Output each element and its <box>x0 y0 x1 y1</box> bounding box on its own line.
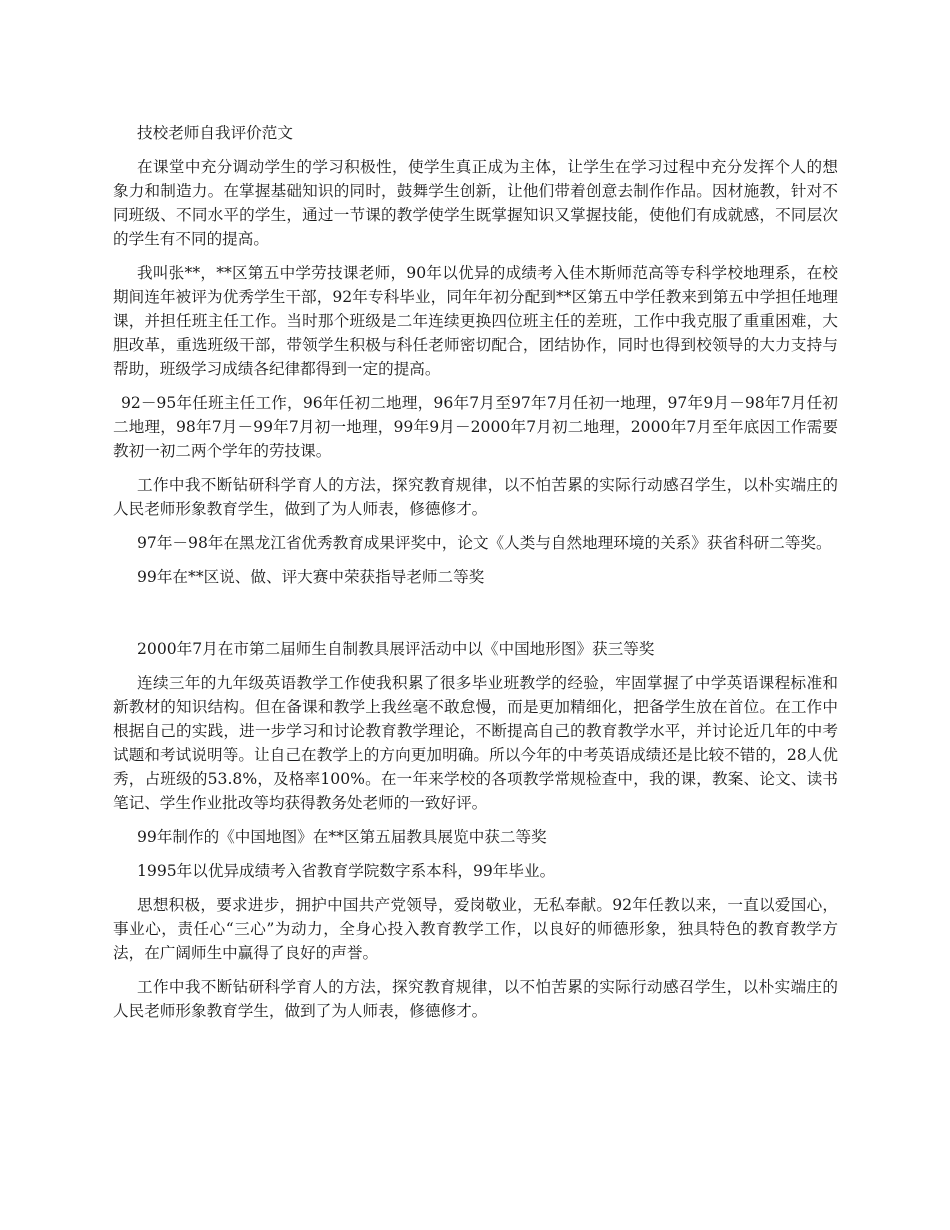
paragraph: 2000年7月在市第二届师生自制教具展评活动中以《中国地形图》获三等奖 <box>137 640 655 658</box>
paragraph: 92－95年任班主任工作，96年任初二地理，96年7月至97年7月任初一地理，97年9月－98年7月任初二地理，98年7月－99年7月初一地理，99年9月－2000年7月初二地理，2000年7月至年底因工作需要教初一初二两个学年的劳技课。 <box>113 394 838 460</box>
paragraph: 在课堂中充分调动学生的学习积极性，使学生真正成为主体，让学生在学习过程中充分发挥个人的想象力和制造力。在掌握基础知识的同时，鼓舞学生创新，让他们带着创意去制作作品。因材施教，针对不同班级、不同水平的学生，通过一节课的教学使学生既掌握知识又掌握技能，使他们有成就感，不同层次的学生有不同的提高。 <box>113 158 838 248</box>
paragraph: 99年在**区说、做、评大赛中荣获指导老师二等奖 <box>137 568 485 586</box>
paragraph-gap <box>113 599 838 637</box>
paragraph: 连续三年的九年级英语教学工作使我积累了很多毕业班教学的经验，牢固掌握了中学英语课程标准和新教材的知识结构。但在备课和教学上我丝毫不敢怠慢，而是更加精细化，把备学生放在首位。在工作中根据自己的实践，进一步学习和讨论教育教学理论，不断提高自己的教育教学水平，并讨论近几年的中考试题和考试说明等。让自己在教学上的方向更加明确。所以今年的中考英语成绩还是比较不错的，28人优秀，占班级的53.8%，及格率100%。在一年来学校的各项教学常规检查中，我的课，教案、论文、读书笔记、学生作业批改等均获得教务处老师的一致好评。 <box>113 674 838 812</box>
paragraph: 工作中我不断钻研科学育人的方法，探究教育规律，以不怕苦累的实际行动感召学生，以朴实端庄的人民老师形象教育学生，做到了为人师表，修德修才。 <box>113 978 838 1020</box>
paragraph: 97年－98年在黑龙江省优秀教育成果评奖中，论文《人类与自然地理环境的关系》获省科研二等奖。 <box>137 534 832 552</box>
paragraph: 99年制作的《中国地图》在**区第五届教具展览中获二等奖 <box>137 828 547 846</box>
paragraph: 1995年以优异成绩考入省教育学院数字系本科，99年毕业。 <box>137 862 556 880</box>
paragraph: 我叫张**，**区第五中学劳技课老师，90年以优异的成绩考入佳木斯师范高等专科学校地理系，在校期间连年被评为优秀学生干部，92年专科毕业，同年年初分配到**区第五中学任教来到第五中学担任地理课，并担任班主任工作。当时那个班级是二年连续更换四位班主任的差班，工作中我克服了重重困难，大胆改革，重选班级干部，带领学生积极与科任老师密切配合，团结协作，同时也得到校领导的大力支持与帮助，班级学习成绩各纪律都得到一定的提高。 <box>113 264 838 378</box>
paragraph: 思想积极，要求进步，拥护中国共产党领导，爱岗敬业，无私奉献。92年任教以来，一直以爱国心，事业心，责任心“三心”为动力，全身心投入教育教学工作，以良好的师德形象，独具特色的教育教学方法，在广阔师生中赢得了良好的声誉。 <box>113 896 838 962</box>
paragraph: 工作中我不断钻研科学育人的方法，探究教育规律，以不怕苦累的实际行动感召学生，以朴实端庄的人民老师形象教育学生，做到了为人师表，修德修才。 <box>113 476 838 518</box>
document-title: 技校老师自我评价范文 <box>137 124 293 142</box>
